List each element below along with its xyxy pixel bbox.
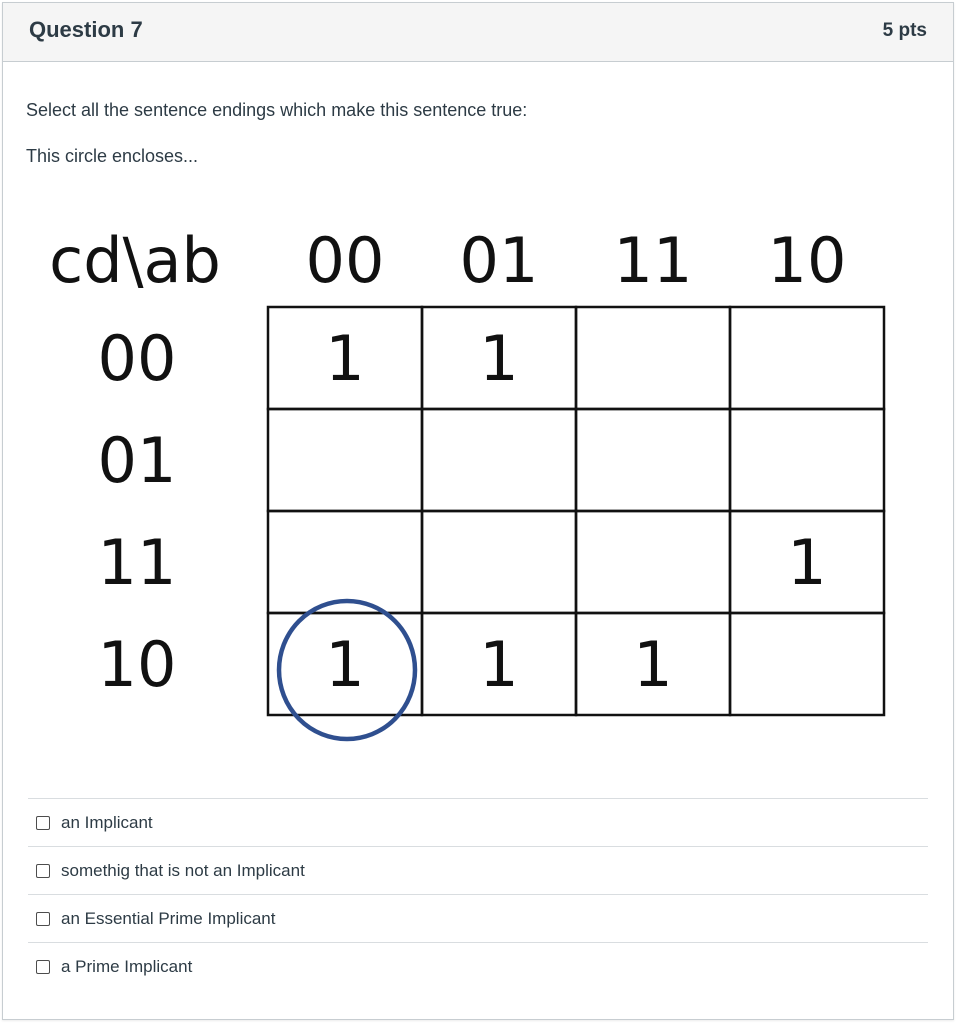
kmap-cell (268, 409, 422, 511)
answer-option-not-implicant[interactable] (28, 846, 928, 894)
kmap-cell-value: 1 (787, 526, 827, 599)
kmap-row-header: 00 (97, 322, 177, 395)
kmap-cell-value: 1 (479, 628, 519, 701)
answer-option-essential-prime-implicant[interactable] (28, 894, 928, 942)
kmap-cell-value: 1 (325, 322, 365, 395)
kmap-row-header: 11 (97, 526, 177, 599)
answer-option-prime-implicant[interactable] (28, 942, 928, 990)
kmap-cell-value: 1 (325, 628, 365, 701)
answer-label: somethig that is not an Implicant (61, 860, 305, 880)
kmap-row-header: 10 (97, 628, 177, 701)
kmap-cell (576, 307, 730, 409)
kmap-col-header: 01 (459, 224, 539, 297)
question-prompt: Select all the sentence endings which make this sentence true: (26, 100, 528, 120)
answer-label: an Essential Prime Implicant (61, 908, 276, 928)
question-title: Question 7 (29, 17, 143, 42)
answer-checkbox[interactable] (36, 912, 50, 926)
kmap-cell (576, 511, 730, 613)
answer-label: a Prime Implicant (61, 956, 193, 976)
kmap-cell (576, 409, 730, 511)
kmap-cell (730, 613, 884, 715)
question-points: 5 pts (882, 20, 927, 41)
kmap-cell (422, 409, 576, 511)
answer-option-implicant[interactable] (28, 798, 928, 846)
kmap-cell (268, 511, 422, 613)
kmap-col-header: 00 (305, 224, 385, 297)
kmap-col-header: 11 (613, 224, 693, 297)
answer-checkbox[interactable] (36, 864, 50, 878)
question-subprompt: This circle encloses... (26, 146, 199, 166)
kmap-cell-value: 1 (633, 628, 673, 701)
kmap-cell-value: 1 (479, 322, 519, 395)
kmap-cell (422, 511, 576, 613)
kmap-cell (730, 409, 884, 511)
kmap-row-header: 01 (97, 424, 177, 497)
answer-list (28, 798, 928, 990)
answer-label: an Implicant (61, 812, 153, 832)
answer-checkbox[interactable] (36, 960, 50, 974)
kmap-cell (730, 307, 884, 409)
kmap-corner-label: cd\ab (49, 224, 221, 297)
kmap-col-header: 10 (767, 224, 847, 297)
answer-checkbox[interactable] (36, 816, 50, 830)
